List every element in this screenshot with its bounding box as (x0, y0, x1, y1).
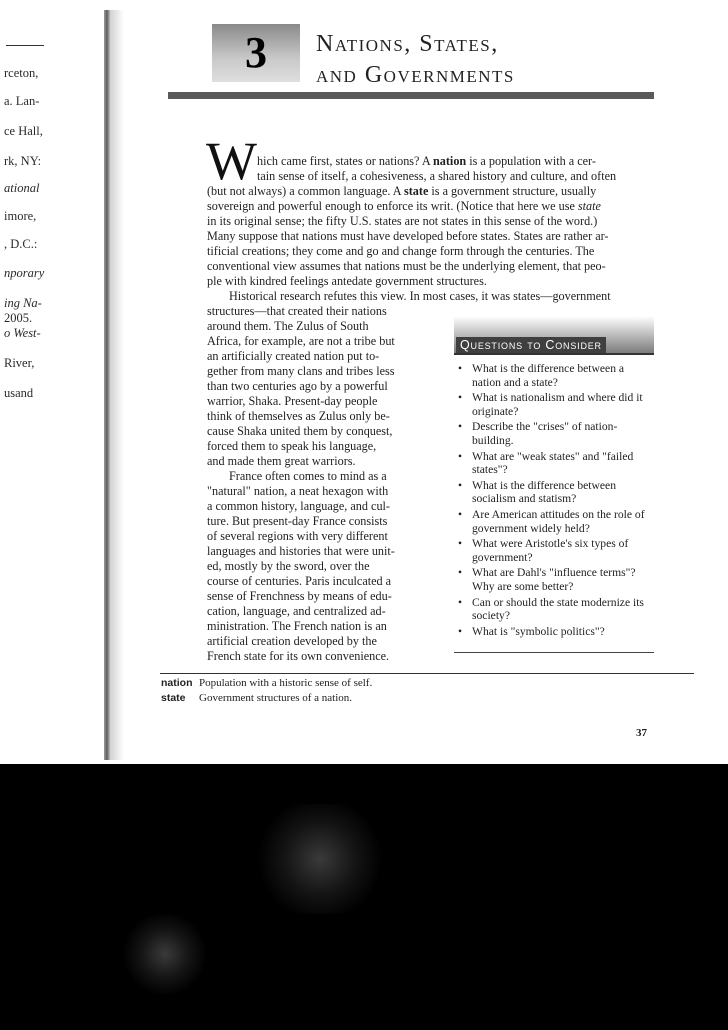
intro-line-6: Many suppose that nations must have developed before states. States are rather ar- (207, 229, 609, 243)
body-line: a common history, language, and cul- (207, 499, 390, 513)
facing-page-fragment: ce Hall, (4, 124, 43, 138)
bullet-icon: • (458, 566, 463, 580)
question-item (454, 479, 650, 506)
chapter-header-rule (168, 92, 654, 99)
intro-line-10: Historical research refutes this view. In most cases, it was states—government (229, 289, 611, 303)
scan-dark-area (0, 764, 728, 1030)
body-line: ed, mostly by the sword, over the (207, 559, 370, 573)
bullet-icon: • (458, 449, 463, 463)
intro-line-1: hich came first, states or nations? A nation is a population with a cer- (257, 154, 596, 168)
glossary-entry (161, 677, 372, 690)
question-text: Are American attitudes on the role of government widely held? (472, 507, 645, 535)
intro-line-7: tificial creations; they come and go and change form through the centuries. The (207, 244, 595, 258)
facing-page-fragment: nporary (4, 266, 45, 280)
term-nation: nation (433, 154, 467, 168)
glossary-definition: Population with a historic sense of self. (199, 677, 373, 689)
intro-line-5: in its original sense; the fifty U.S. states are not states in this sense of the word.) (207, 214, 598, 228)
body-line: France often comes to mind as a (229, 469, 387, 483)
intro-line-9: ple with kindred feelings antedate government structures. (207, 274, 487, 288)
chapter-title-line-1: Nations, States, (316, 31, 499, 57)
term-state: state (404, 184, 429, 198)
question-item (454, 362, 650, 389)
body-line: artificial creation developed by the (207, 634, 377, 648)
question-item (454, 508, 650, 535)
bullet-icon: • (458, 507, 463, 521)
question-text: What are "weak states" and "failed states"? (472, 449, 634, 477)
facing-page-fragment: , D.C.: (4, 237, 38, 251)
question-item (454, 596, 650, 623)
facing-page-margin (0, 0, 108, 760)
facing-page-fragment: o West- (4, 326, 41, 340)
body-line: gether from many clans and tribes less (207, 364, 395, 378)
glossary-definition: Government structures of a nation. (199, 692, 353, 704)
question-text: What is "symbolic politics"? (472, 624, 605, 638)
glossary-rule (160, 673, 694, 674)
glossary-term: nation (161, 677, 193, 689)
question-item (454, 450, 650, 477)
facing-page-fragment: ational (4, 181, 40, 195)
page-number: 37 (636, 727, 647, 739)
questions-title: Questions to Consider (456, 337, 606, 353)
body-line: think of themselves as Zulus only be- (207, 409, 390, 423)
facing-page-fragment: River, (4, 356, 35, 370)
body-line: forced them to speak his language, (207, 439, 377, 453)
questions-underline (454, 353, 654, 355)
facing-page-fragment: rceton, (4, 66, 39, 80)
question-text: What is the difference between a nation and a state? (472, 362, 625, 389)
body-line: of several regions with very different (207, 529, 388, 543)
body-line: an artificially created nation put to- (207, 349, 380, 363)
question-text: What are Dahl's "influence terms"? Why are some better? (472, 566, 636, 593)
body-line: French state for its own convenience. (207, 649, 390, 663)
bullet-icon: • (458, 595, 463, 609)
body-line: and made them great warriors. (207, 454, 356, 468)
intro-line-8: conventional view assumes that nations must be the underlying element, that peo- (207, 259, 606, 273)
body-line: languages and histories that were unit- (207, 544, 395, 558)
body-line: "natural" nation, a neat hexagon with (207, 484, 389, 498)
scan-artifact (250, 804, 390, 914)
bullet-icon: • (458, 478, 463, 492)
questions-bottom-rule (454, 652, 654, 653)
intro-line-2: tain sense of itself, a cohesiveness, a shared history and culture, and often (257, 169, 617, 183)
bullet-icon: • (458, 362, 463, 375)
question-item (454, 420, 650, 447)
body-line: structures—that created their nations (207, 304, 387, 318)
intro-line-4: sovereign and powerful enough to enforce its writ. (Notice that here we use state (207, 199, 601, 213)
question-item (454, 566, 650, 593)
body-line: ministration. The French nation is an (207, 619, 387, 633)
body-line: course of centuries. Paris inculcated a (207, 574, 392, 588)
questions-list (454, 362, 650, 640)
body-line: cation, language, and centralized ad- (207, 604, 386, 618)
intro-line-3: (but not always) a common language. A state is a government structure, usually (207, 184, 597, 198)
bullet-icon: • (458, 420, 463, 434)
body-line: around them. The Zulus of South (207, 319, 369, 333)
facing-page-fragment: 2005. (4, 311, 33, 325)
gutter-shadow (110, 10, 124, 760)
question-item (454, 391, 650, 418)
facing-page-fragment: usand (4, 386, 34, 400)
body-line: than two centuries ago by a powerful (207, 379, 388, 393)
glossary-entry (161, 692, 352, 705)
drop-cap: W (206, 131, 257, 191)
facing-page-fragment: rk, NY: (4, 154, 42, 168)
question-item (454, 625, 650, 639)
question-text: What were Aristotle's six types of government? (472, 537, 629, 564)
facing-page-fragment: ing Na- (4, 296, 42, 310)
scan-artifact (120, 914, 210, 994)
question-text: Can or should the state modernize its society? (472, 595, 644, 623)
body-line: ture. But present-day France consists (207, 514, 388, 528)
body-line: Africa, for example, are not a tribe but (207, 334, 395, 348)
body-line: sense of Frenchness by means of edu- (207, 589, 392, 603)
chapter-title-line-2: and Governments (316, 62, 515, 88)
question-item (454, 537, 650, 564)
facing-page-fragment: a. Lan- (4, 94, 40, 108)
question-text: What is nationalism and where did it originate? (472, 391, 643, 418)
question-text: Describe the "crises" of nation-building. (472, 420, 618, 447)
question-text: What is the difference between socialism and statism? (472, 478, 616, 506)
bullet-icon: • (458, 624, 463, 638)
bullet-icon: • (458, 537, 463, 551)
facing-page-rule (6, 45, 44, 46)
facing-page-fragment: imore, (4, 209, 37, 223)
glossary-term: state (161, 692, 186, 704)
body-line: cause Shaka united them by conquest, (207, 424, 393, 438)
bullet-icon: • (458, 391, 463, 405)
chapter-number: 3 (245, 28, 267, 77)
body-line: warrior, Shaka. Present-day people (207, 394, 378, 408)
